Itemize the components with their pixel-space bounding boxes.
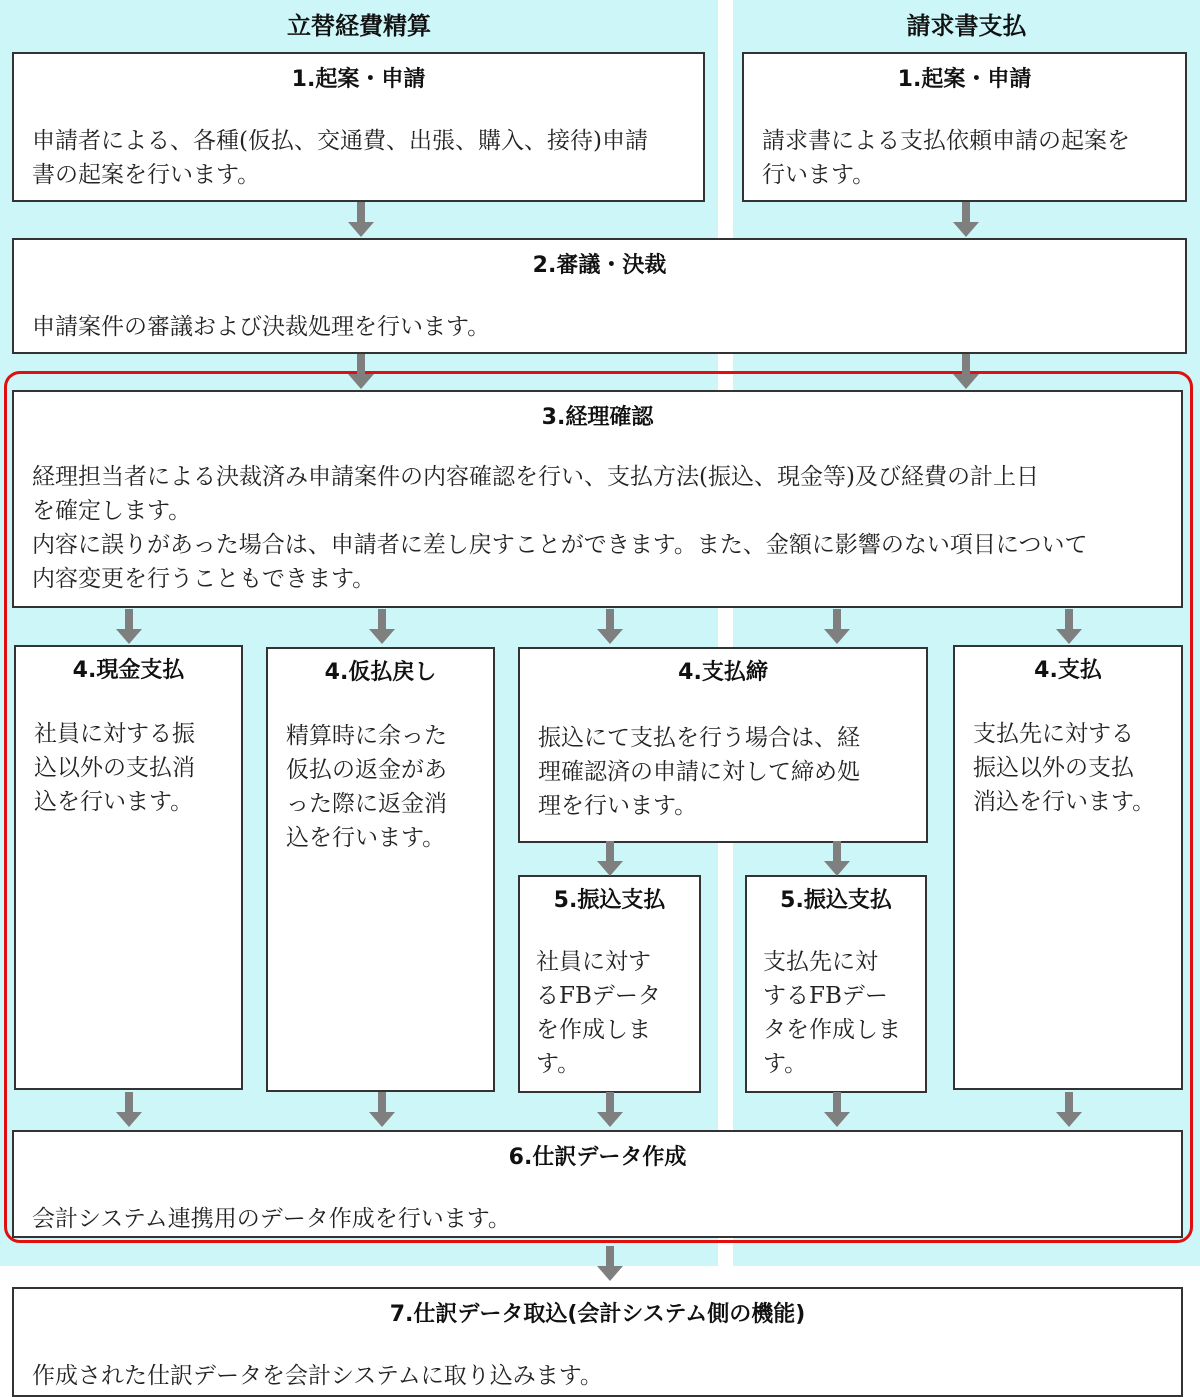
step-title: 5.振込支払 <box>780 888 892 913</box>
step-4-advance-return <box>266 647 495 1092</box>
step-description: 精算時に余った 仮払の返金があ った際に返金消 込を行います。 <box>286 723 447 851</box>
arrow-down-icon <box>595 609 625 645</box>
step-title: 1.起案・申請 <box>291 67 426 92</box>
arrow-down-icon <box>114 1092 144 1128</box>
step-title: 6.仕訳データ作成 <box>508 1145 687 1170</box>
arrow-down-icon <box>951 202 981 238</box>
step-title: 7.仕訳データ取込(会計システム側の機能) <box>389 1302 806 1327</box>
step-description: 経理担当者による決裁済み申請案件の内容確認を行い、支払方法(振込、現金等)及び経費の計上日 を確定します。 内容に誤りがあった場合は、申請者に差し戻すことができます。また、金額に影響のない項目について 内容変更を行うこともできます。 <box>32 464 1088 592</box>
step-title: 1.起案・申請 <box>897 67 1032 92</box>
step-title: 3.経理確認 <box>541 405 654 430</box>
step-description: 申請案件の審議および決裁処理を行います。 <box>32 314 491 340</box>
lane-title-invoice-payment: 請求書支払 <box>906 12 1027 40</box>
arrow-down-icon <box>595 1092 625 1128</box>
step-title: 4.仮払戻し <box>324 660 437 685</box>
arrow-down-icon <box>595 1246 625 1282</box>
arrow-down-icon <box>951 354 981 390</box>
arrow-down-icon <box>822 609 852 645</box>
step-7-journal-data-import <box>12 1287 1183 1397</box>
step-2-review-approval <box>12 238 1187 354</box>
lane-title-expense-settlement: 立替経費精算 <box>287 12 431 40</box>
step-4-cash-payment <box>14 645 243 1090</box>
step-description: 会計システム連携用のデータ作成を行います。 <box>32 1206 511 1232</box>
arrow-down-icon <box>822 1092 852 1128</box>
arrow-down-icon <box>346 202 376 238</box>
arrow-down-icon <box>1054 1092 1084 1128</box>
arrow-down-icon <box>595 841 625 877</box>
step-1-application-invoice <box>742 52 1187 202</box>
step-3-accounting-check <box>12 390 1183 608</box>
step-title: 4.支払締 <box>678 660 768 685</box>
step-description: 作成された仕訳データを会計システムに取り込みます。 <box>32 1363 603 1389</box>
step-title: 4.支払 <box>1034 658 1102 683</box>
step-description: 支払先に対 するFBデー タを作成しま す。 <box>763 949 901 1077</box>
arrow-down-icon <box>1054 609 1084 645</box>
arrow-down-icon <box>114 609 144 645</box>
step-description: 支払先に対する 振込以外の支払 消込を行います。 <box>973 721 1156 815</box>
arrow-down-icon <box>346 354 376 390</box>
step-description: 振込にて支払を行う場合は、経 理確認済の申請に対して締め処 理を行います。 <box>538 725 860 819</box>
step-1-application-expense <box>12 52 705 202</box>
step-6-journal-data-creation <box>12 1130 1183 1238</box>
arrow-down-icon <box>367 1092 397 1128</box>
step-5-transfer-vendor <box>745 875 927 1093</box>
step-description: 請求書による支払依頼申請の起案を 行います。 <box>762 128 1130 188</box>
step-4-payment <box>953 645 1183 1090</box>
arrow-down-icon <box>367 609 397 645</box>
step-4-payment-closing <box>518 647 928 843</box>
step-title: 4.現金支払 <box>72 658 185 683</box>
step-description: 社員に対する振 込以外の支払消 込を行います。 <box>34 721 195 815</box>
step-title: 5.振込支払 <box>553 888 666 913</box>
step-title: 2.審議・決裁 <box>532 253 667 278</box>
step-description: 社員に対す るFBデータ を作成します。 <box>536 949 661 1077</box>
step-5-transfer-employee <box>518 875 701 1093</box>
step-description: 申請者による、各種(仮払、交通費、出張、購入、接待)申請 書の起案を行います。 <box>32 128 648 188</box>
arrow-down-icon <box>822 841 852 877</box>
